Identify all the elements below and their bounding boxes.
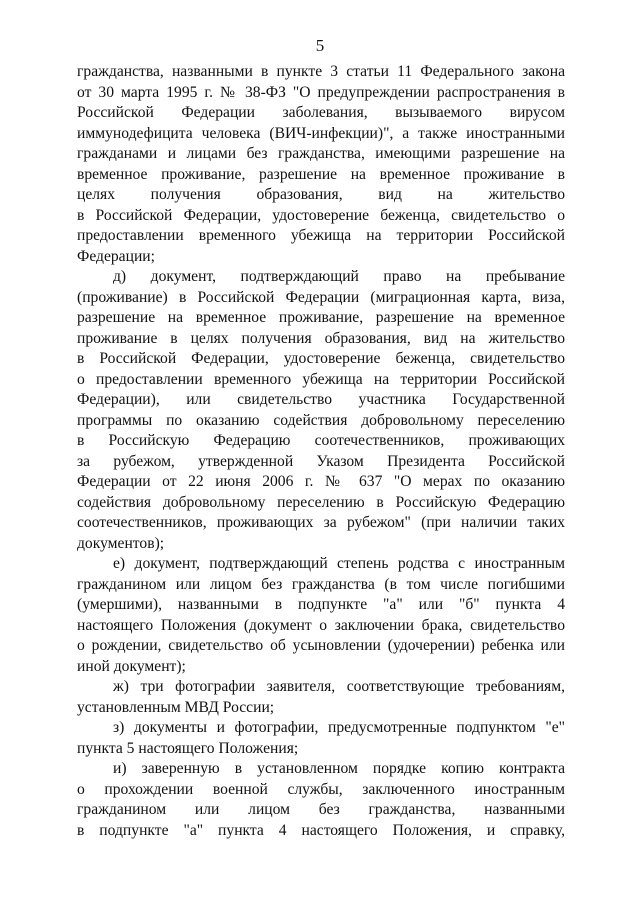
text-line: временное проживание, разрешение на временное проживание в <box>77 165 565 183</box>
text-line: установленным МВД России; <box>77 698 275 716</box>
text-line: гражданином или лицом без гражданства, названными <box>77 801 565 818</box>
text-line: целях получения образования, вид на жительство <box>77 186 565 203</box>
text-line: предоставлении временного убежища на территории Российской <box>77 227 565 244</box>
text-line: в Российскую Федерацию соотечественников, проживающих <box>77 432 565 449</box>
text-line: гражданином или лицом без гражданства (в том числе погибшими <box>77 575 565 593</box>
text-line: о рождении, свидетельство об усыновлении (удочерении) ребенка или <box>77 637 565 654</box>
text-line: и) заверенную в установленном порядке копию контракта <box>113 760 565 777</box>
text-line: в подпункте "а" пункта 4 настоящего Положения, и справку, <box>77 821 565 839</box>
page-number: 5 <box>315 36 325 55</box>
text-line: гражданства, названными в пункте 3 статьи 11 Федерального закона <box>77 63 565 80</box>
text-line: проживание в целях получения образования, вид на жительство <box>77 329 565 347</box>
text-line: за рубежом, утвержденной Указом Президента Российской <box>77 452 565 470</box>
text-line: иной документ); <box>77 657 186 675</box>
text-line: разрешение на временное проживание, разрешение на временное <box>77 309 565 326</box>
text-line: гражданами и лицами без гражданства, имеющими разрешение на <box>77 145 565 162</box>
text-line: ж) три фотографии заявителя, соответствующие требованиям, <box>113 678 565 695</box>
text-line: от 30 марта 1995 г. № 38-ФЗ "О предупреждении распространения в <box>77 83 565 101</box>
text-line: программы по оказанию содействия добровольному переселению <box>77 411 565 429</box>
text-line: е) документ, подтверждающий степень родства с иностранным <box>113 555 565 572</box>
text-line: содействия добровольному переселению в Российскую Федерацию <box>77 493 565 511</box>
text-line: документов); <box>77 534 165 552</box>
body-text <box>77 62 565 841</box>
text-line: иммунодефицита человека (ВИЧ-инфекции)", а также иностранными <box>77 124 565 142</box>
text-line: з) документы и фотографии, предусмотренные подпунктом "е" <box>113 719 565 736</box>
text-line: (проживание) в Российской Федерации (миграционная карта, виза, <box>77 288 565 306</box>
text-line: д) документ, подтверждающий право на пребывание <box>113 268 565 285</box>
text-line: в Российской Федерации, удостоверение беженца, свидетельство о <box>77 206 565 224</box>
text-line: о предоставлении временного убежища на территории Российской <box>77 370 565 388</box>
text-line: о прохождении военной службы, заключенного иностранным <box>77 780 565 798</box>
text-line: Федерации; <box>77 247 155 265</box>
text-line: соотечественников, проживающих за рубежом" (при наличии таких <box>77 514 565 531</box>
text-line: настоящего Положения (документ о заключении брака, свидетельство <box>77 616 565 634</box>
text-line: Федерации от 22 июня 2006 г. № 637 "О мерах по оказанию <box>77 473 565 490</box>
text-line: пункта 5 настоящего Положения; <box>77 739 299 757</box>
text-line: (умершими), названными в подпункте "а" или "б" пункта 4 <box>77 596 565 613</box>
text-line: Федерации), или свидетельство участника Государственной <box>77 391 565 408</box>
text-line: в Российской Федерации, удостоверение беженца, свидетельство <box>77 350 565 367</box>
text-line: Российской Федерации заболевания, вызываемого вирусом <box>77 104 565 121</box>
